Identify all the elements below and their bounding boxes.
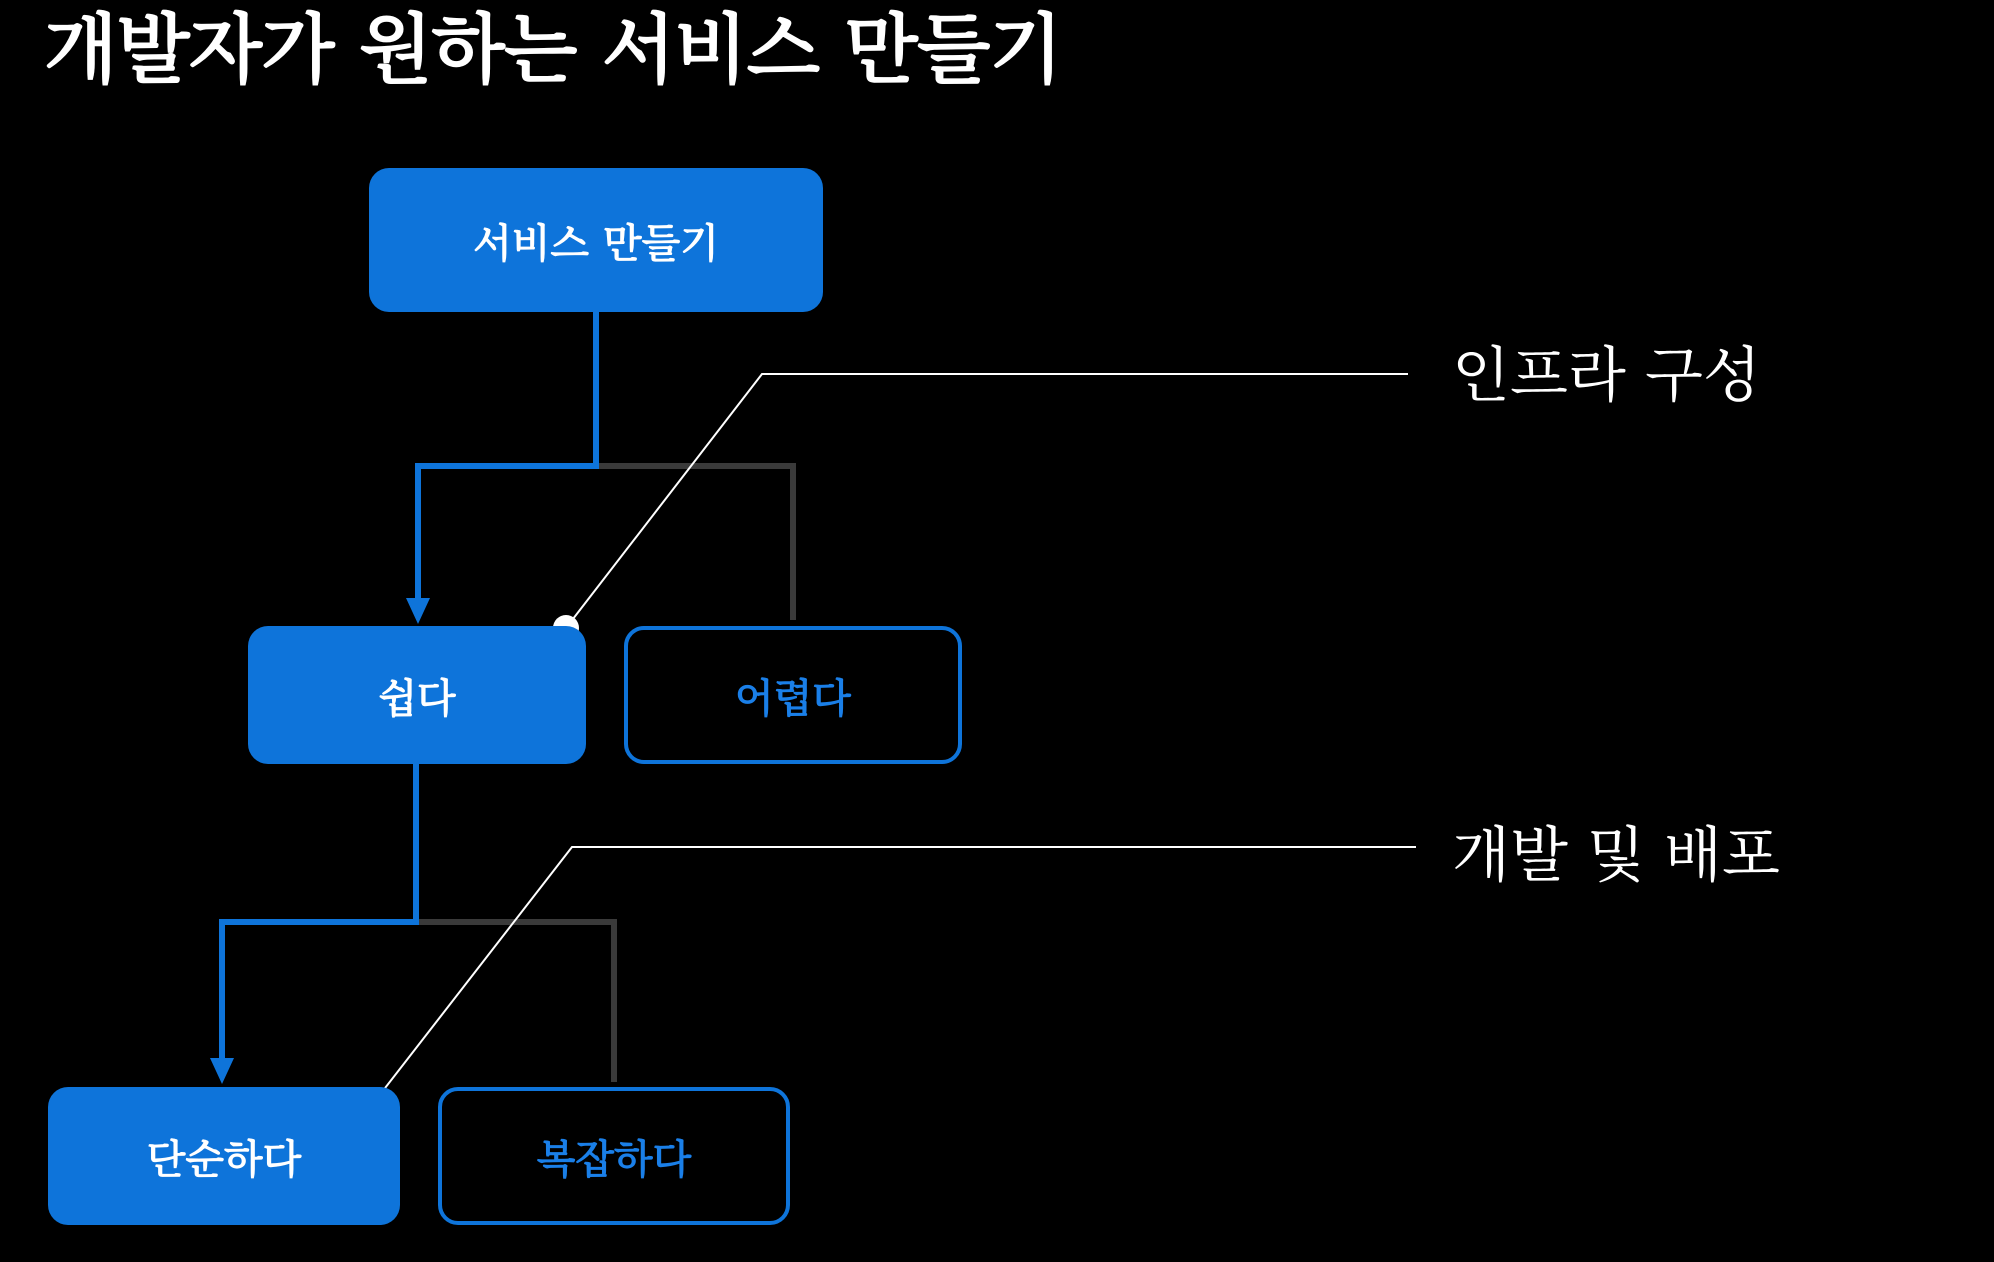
node-create-service-label: 서비스 만들기 bbox=[473, 220, 719, 267]
callout-label-dev-deploy: 개발 및 배포 bbox=[1452, 821, 1780, 891]
arrowhead-to-simple bbox=[210, 1058, 234, 1084]
node-complex bbox=[438, 1087, 790, 1225]
connector-root-to-hard bbox=[596, 466, 793, 620]
connector-root-to-easy bbox=[418, 312, 596, 598]
node-hard bbox=[624, 626, 962, 764]
node-simple-label: 단순하다 bbox=[146, 1136, 302, 1183]
connector-easy-to-simple bbox=[222, 762, 416, 1058]
node-easy-label: 쉽다 bbox=[378, 675, 456, 722]
connector-easy-to-complex bbox=[416, 922, 614, 1082]
node-create-service bbox=[369, 168, 823, 312]
callout-line-infra bbox=[566, 374, 1408, 628]
arrowhead-to-easy bbox=[406, 598, 430, 624]
node-simple bbox=[48, 1087, 400, 1225]
node-complex-label: 복잡하다 bbox=[536, 1136, 692, 1183]
callout-line-dev-deploy bbox=[375, 847, 1416, 1101]
page-title: 개발자가 원하는 서비스 만들기 bbox=[44, 5, 1062, 94]
node-hard-label: 어렵다 bbox=[735, 675, 851, 722]
node-easy bbox=[248, 626, 586, 764]
callout-label-infra: 인프라 구성 bbox=[1452, 341, 1761, 411]
